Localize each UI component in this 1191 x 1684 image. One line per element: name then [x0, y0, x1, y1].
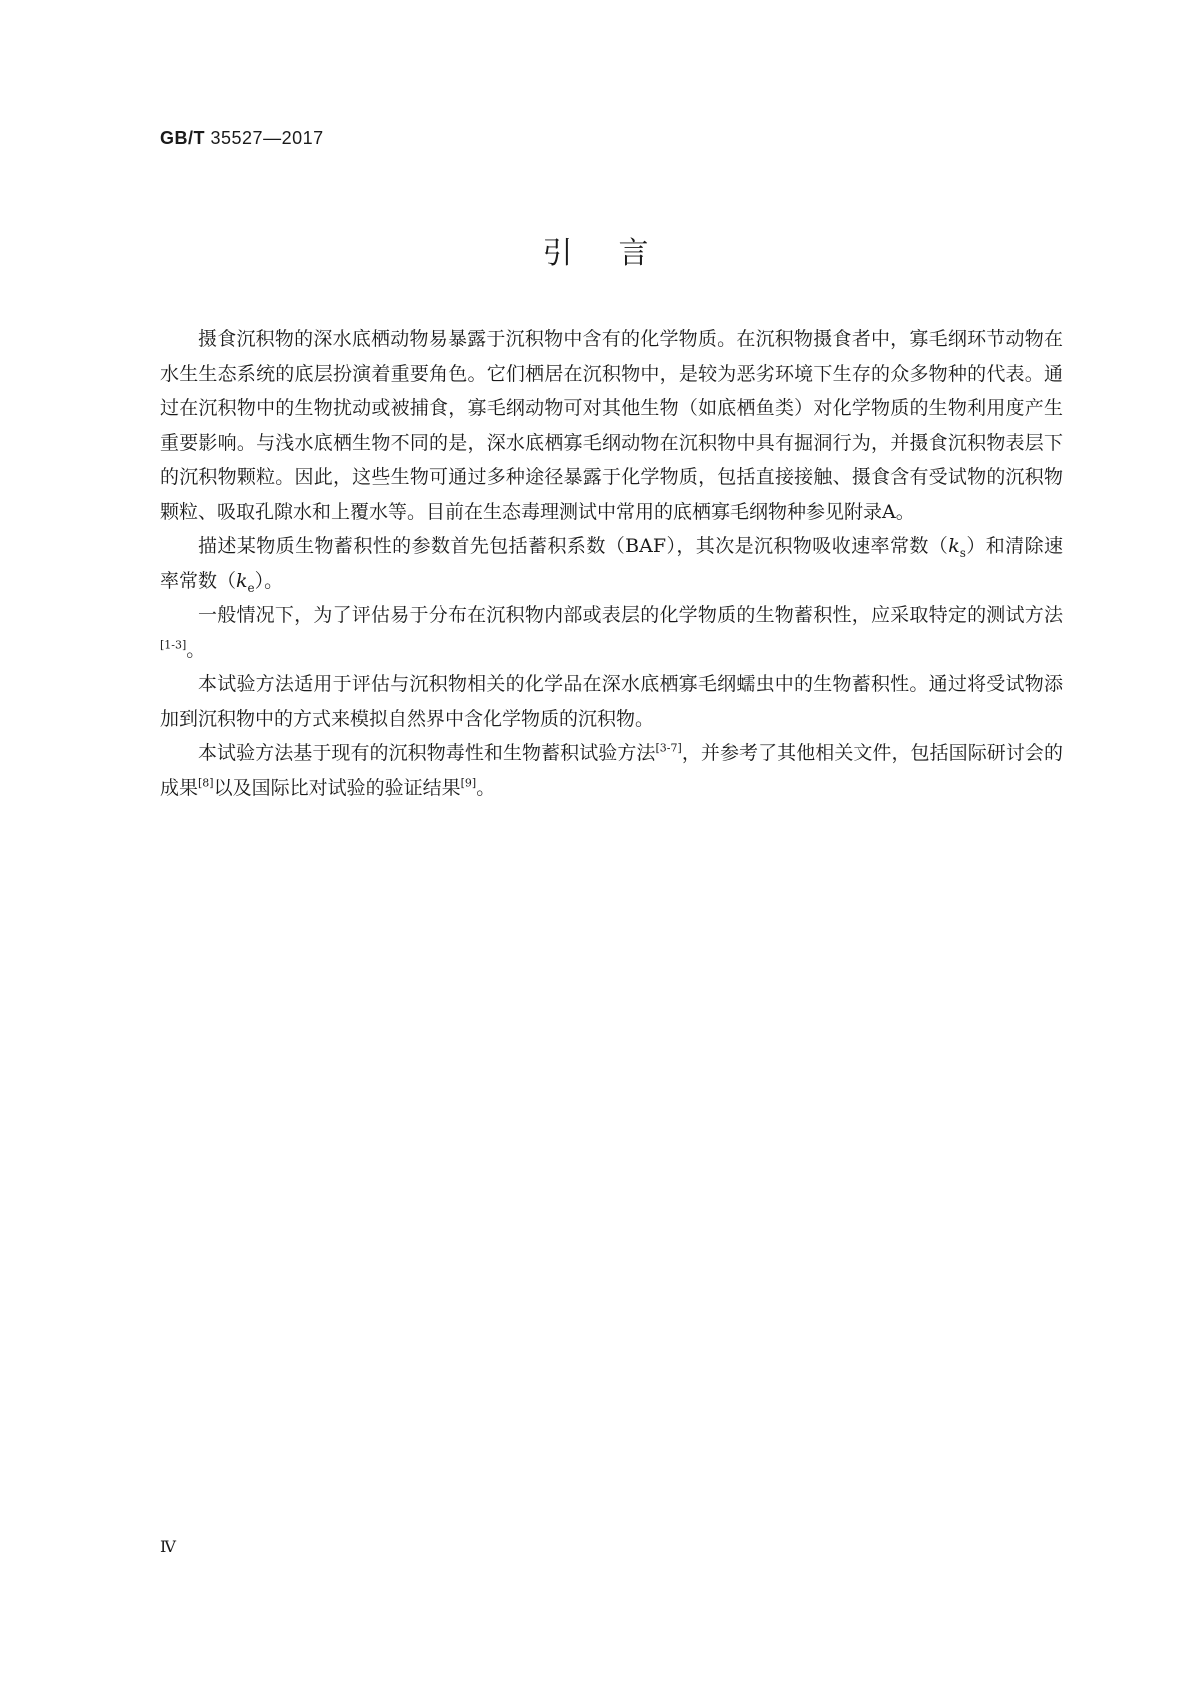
paragraph-5-text-c: 以及国际比对试验的验证结果 [213, 776, 461, 799]
citation-ref: [1-3] [160, 638, 187, 652]
paragraph-5-text-a: 本试验方法基于现有的沉积物毒性和生物蓄积试验方法 [198, 742, 656, 764]
uptake-rate-subscript: s [959, 545, 966, 560]
paragraph-1: 摄食沉积物的深水底栖动物易暴露于沉积物中含有的化学物质。在沉积物摄食者中，寡毛纲环节动物在水生生态系统的底层扮演着重要角色。它们栖居在沉积物中，是较为恶劣环境下生存的众多物种的代表。通过在沉积物中的生物扰动或被捕食，寡毛纲动物可对其他生物（如底栖鱼类）对化学物质的生物利用度产生重要影响。与浅水底栖生物不同的是，深水底栖寡毛纲动物在沉积物中具有掘洞行为，并摄食沉积物表层下的沉积物颗粒。因此，这些生物可通过多种途径暴露于化学物质，包括直接接触、摄食含有受试物的沉积物颗粒、吸取孔隙水和上覆水等。目前在生态毒理测试中常用的底栖寡毛纲物种参见附录A。 [160, 328, 1063, 523]
paragraph-2-text-c: ）。 [254, 569, 284, 592]
paragraph-3-text-b: 。 [186, 638, 206, 661]
standard-number: 35527—2017 [210, 128, 324, 148]
paragraph-2 [160, 529, 1063, 598]
paragraph-5-text-b: ，并参考了其他相关文件，包括国际研讨会的成果 [160, 742, 1063, 799]
citation-ref: [9] [460, 776, 477, 790]
elimination-rate-subscript: e [247, 580, 255, 595]
standard-code [160, 128, 324, 149]
elimination-rate-symbol: k [236, 569, 248, 592]
standard-prefix: GB/T [160, 128, 205, 148]
paragraph-5-text-d: 。 [476, 776, 496, 799]
paragraph-4: 本试验方法适用于评估与沉积物相关的化学品在深水底栖寡毛纲蠕虫中的生物蓄积性。通过将受试物添加到沉积物中的方式来模拟自然界中含化学物质的沉积物。 [160, 673, 1063, 730]
uptake-rate-symbol: k [948, 535, 960, 557]
paragraph-3-text-a: 一般情况下，为了评估易于分布在沉积物内部或表层的化学物质的生物蓄积性，应采取特定的测试方法 [198, 604, 1063, 626]
paragraph-2-text-b: ）和清除速率常数（ [160, 535, 1063, 592]
paragraph-5 [160, 736, 1063, 805]
paragraph-2-text-a: 描述某物质生物蓄积性的参数首先包括蓄积系数（BAF），其次是沉积物吸收速率常数（ [198, 535, 949, 557]
paragraph-3 [160, 598, 1063, 667]
page-number: Ⅳ [160, 1537, 176, 1556]
document-body [160, 322, 1063, 805]
section-title: 引言 [542, 236, 695, 271]
citation-ref: [3-7] [655, 741, 682, 755]
citation-ref: [8] [198, 776, 214, 790]
